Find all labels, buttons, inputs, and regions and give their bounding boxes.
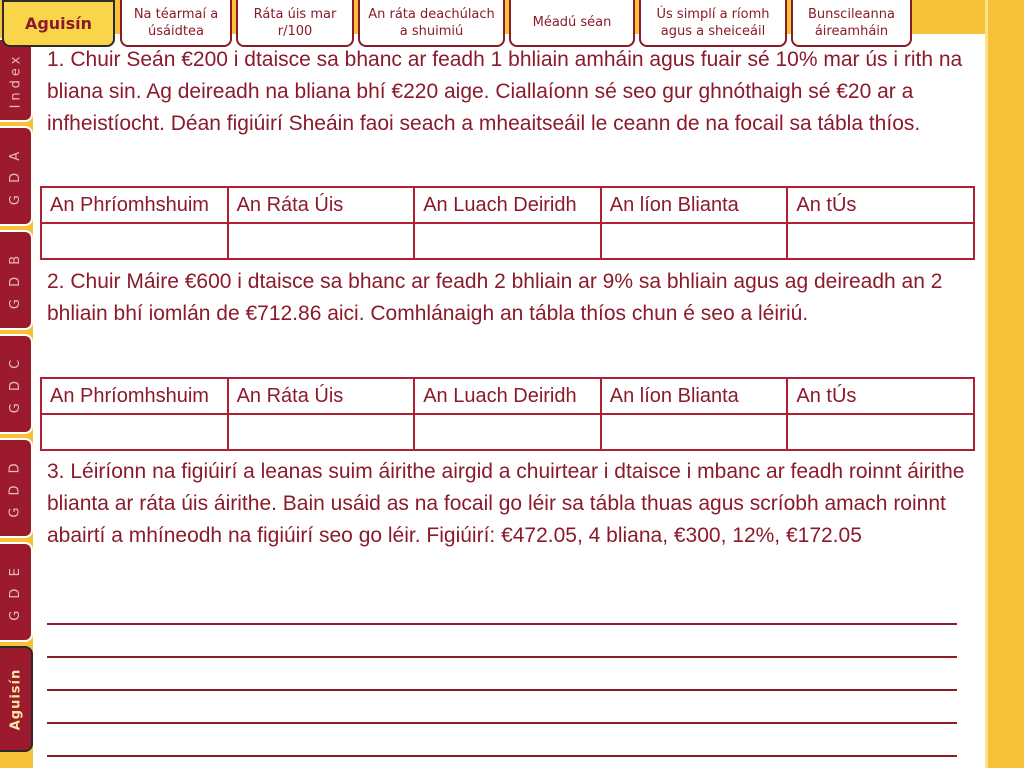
question-2 (47, 266, 982, 330)
answer-line[interactable] (47, 592, 957, 625)
tab-label: Aguisín (24, 14, 93, 33)
side-tab-gdc[interactable] (0, 334, 33, 434)
tab-label: Ráta úis mar r/100 (253, 6, 337, 39)
table-cell[interactable] (414, 414, 601, 450)
tab-increase[interactable] (509, 0, 635, 47)
question-1 (47, 44, 982, 140)
side-tab-gda[interactable] (0, 126, 33, 226)
table-cell[interactable] (787, 223, 974, 259)
answer-line[interactable] (47, 724, 957, 757)
question-3-text: 3. Léiríonn na figiúirí a leanas suim áirithe airgid a chuirtear i dtaisce i mbanc ar feadh roinnt áirithe blianta ar ráta úis áirithe. Bain usáid as na focail go léir sa tábla thuas agus scríobh amach roinnt abairtí a mhíneodh na figiúirí seo go léir. Figiúirí: €472.05, 4 bliana, €300, 12%, €172.05 (47, 460, 965, 547)
table-header: An líon Blianta (601, 378, 788, 414)
table-header: An Ráta Úis (228, 378, 415, 414)
table-1 (40, 186, 975, 260)
table-header: An tÚs (787, 378, 974, 414)
table-cell[interactable] (601, 223, 788, 259)
table-cell[interactable] (41, 414, 228, 450)
table-header: An Phríomhshuim (41, 187, 228, 223)
tab-terms-used[interactable] (120, 0, 232, 47)
side-tab-gde[interactable] (0, 542, 33, 642)
table-cell[interactable] (601, 414, 788, 450)
side-tab-label: G D C (8, 355, 23, 413)
tab-aguisin[interactable] (2, 0, 115, 47)
table-header: An Luach Deiridh (414, 187, 601, 223)
tab-label: Na téarmaí a úsáidtea (133, 6, 219, 39)
table-2 (40, 377, 975, 451)
table-cell[interactable] (787, 414, 974, 450)
tab-interest-rate[interactable] (236, 0, 354, 47)
answer-line[interactable] (47, 625, 957, 658)
side-tab-label: Index (8, 52, 24, 108)
side-tab-label: G D D (8, 458, 24, 518)
tab-simple-interest[interactable] (639, 0, 787, 47)
right-decor-band (985, 0, 1024, 768)
side-tab-label: Aguisín (8, 668, 23, 730)
side-tab-label: G D A (8, 147, 23, 205)
table-header: An tÚs (787, 187, 974, 223)
table-cell[interactable] (228, 414, 415, 450)
answer-line[interactable] (47, 691, 957, 724)
side-tab-gdb[interactable] (0, 230, 33, 330)
side-tab-gdd[interactable] (0, 438, 33, 538)
tab-label: Méadú séan (532, 15, 612, 30)
table-header: An Phríomhshuim (41, 378, 228, 414)
table-cell[interactable] (414, 223, 601, 259)
side-tab-label: G D E (8, 563, 23, 621)
tab-decimal-rate[interactable] (358, 0, 505, 47)
answer-lines[interactable] (47, 592, 957, 757)
question-3 (47, 456, 982, 552)
question-2-text: 2. Chuir Máire €600 i dtaisce sa bhanc ar feadh 2 bhliain ar 9% sa bhliain agus ag deireadh an 2 bhliain bhí iomlán de €712.86 aici. Comhlánaigh an tábla thíos chun é seo a léiriú. (47, 270, 943, 325)
tab-label: Ús simplí a ríomh agus a sheiceáil (656, 6, 770, 39)
tab-label: Bunscileanna áireamháin (808, 6, 895, 39)
table-header: An Luach Deiridh (414, 378, 601, 414)
table-header: An líon Blianta (601, 187, 788, 223)
table-header: An Ráta Úis (228, 187, 415, 223)
table-cell[interactable] (41, 223, 228, 259)
side-tab-label: G D B (8, 251, 23, 309)
side-tab-aguisin[interactable] (0, 646, 33, 752)
question-1-text: 1. Chuir Seán €200 i dtaisce sa bhanc ar feadh 1 bhliain amháin agus fuair sé 10% mar ús i rith na bliana sin. Ag deireadh na bliana bhí €220 aige. Ciallaíonn sé seo gur ghnóthaigh sé €20 ar a infheistíocht. Déan figiúirí Sheáin faoi seach a mheaitseáil le ceann de na focail sa tábla thíos. (47, 48, 963, 135)
tab-calculator-skills[interactable] (791, 0, 912, 47)
answer-line[interactable] (47, 658, 957, 691)
table-cell[interactable] (228, 223, 415, 259)
tab-label: An ráta deachúlach a shuimiú (368, 6, 495, 39)
